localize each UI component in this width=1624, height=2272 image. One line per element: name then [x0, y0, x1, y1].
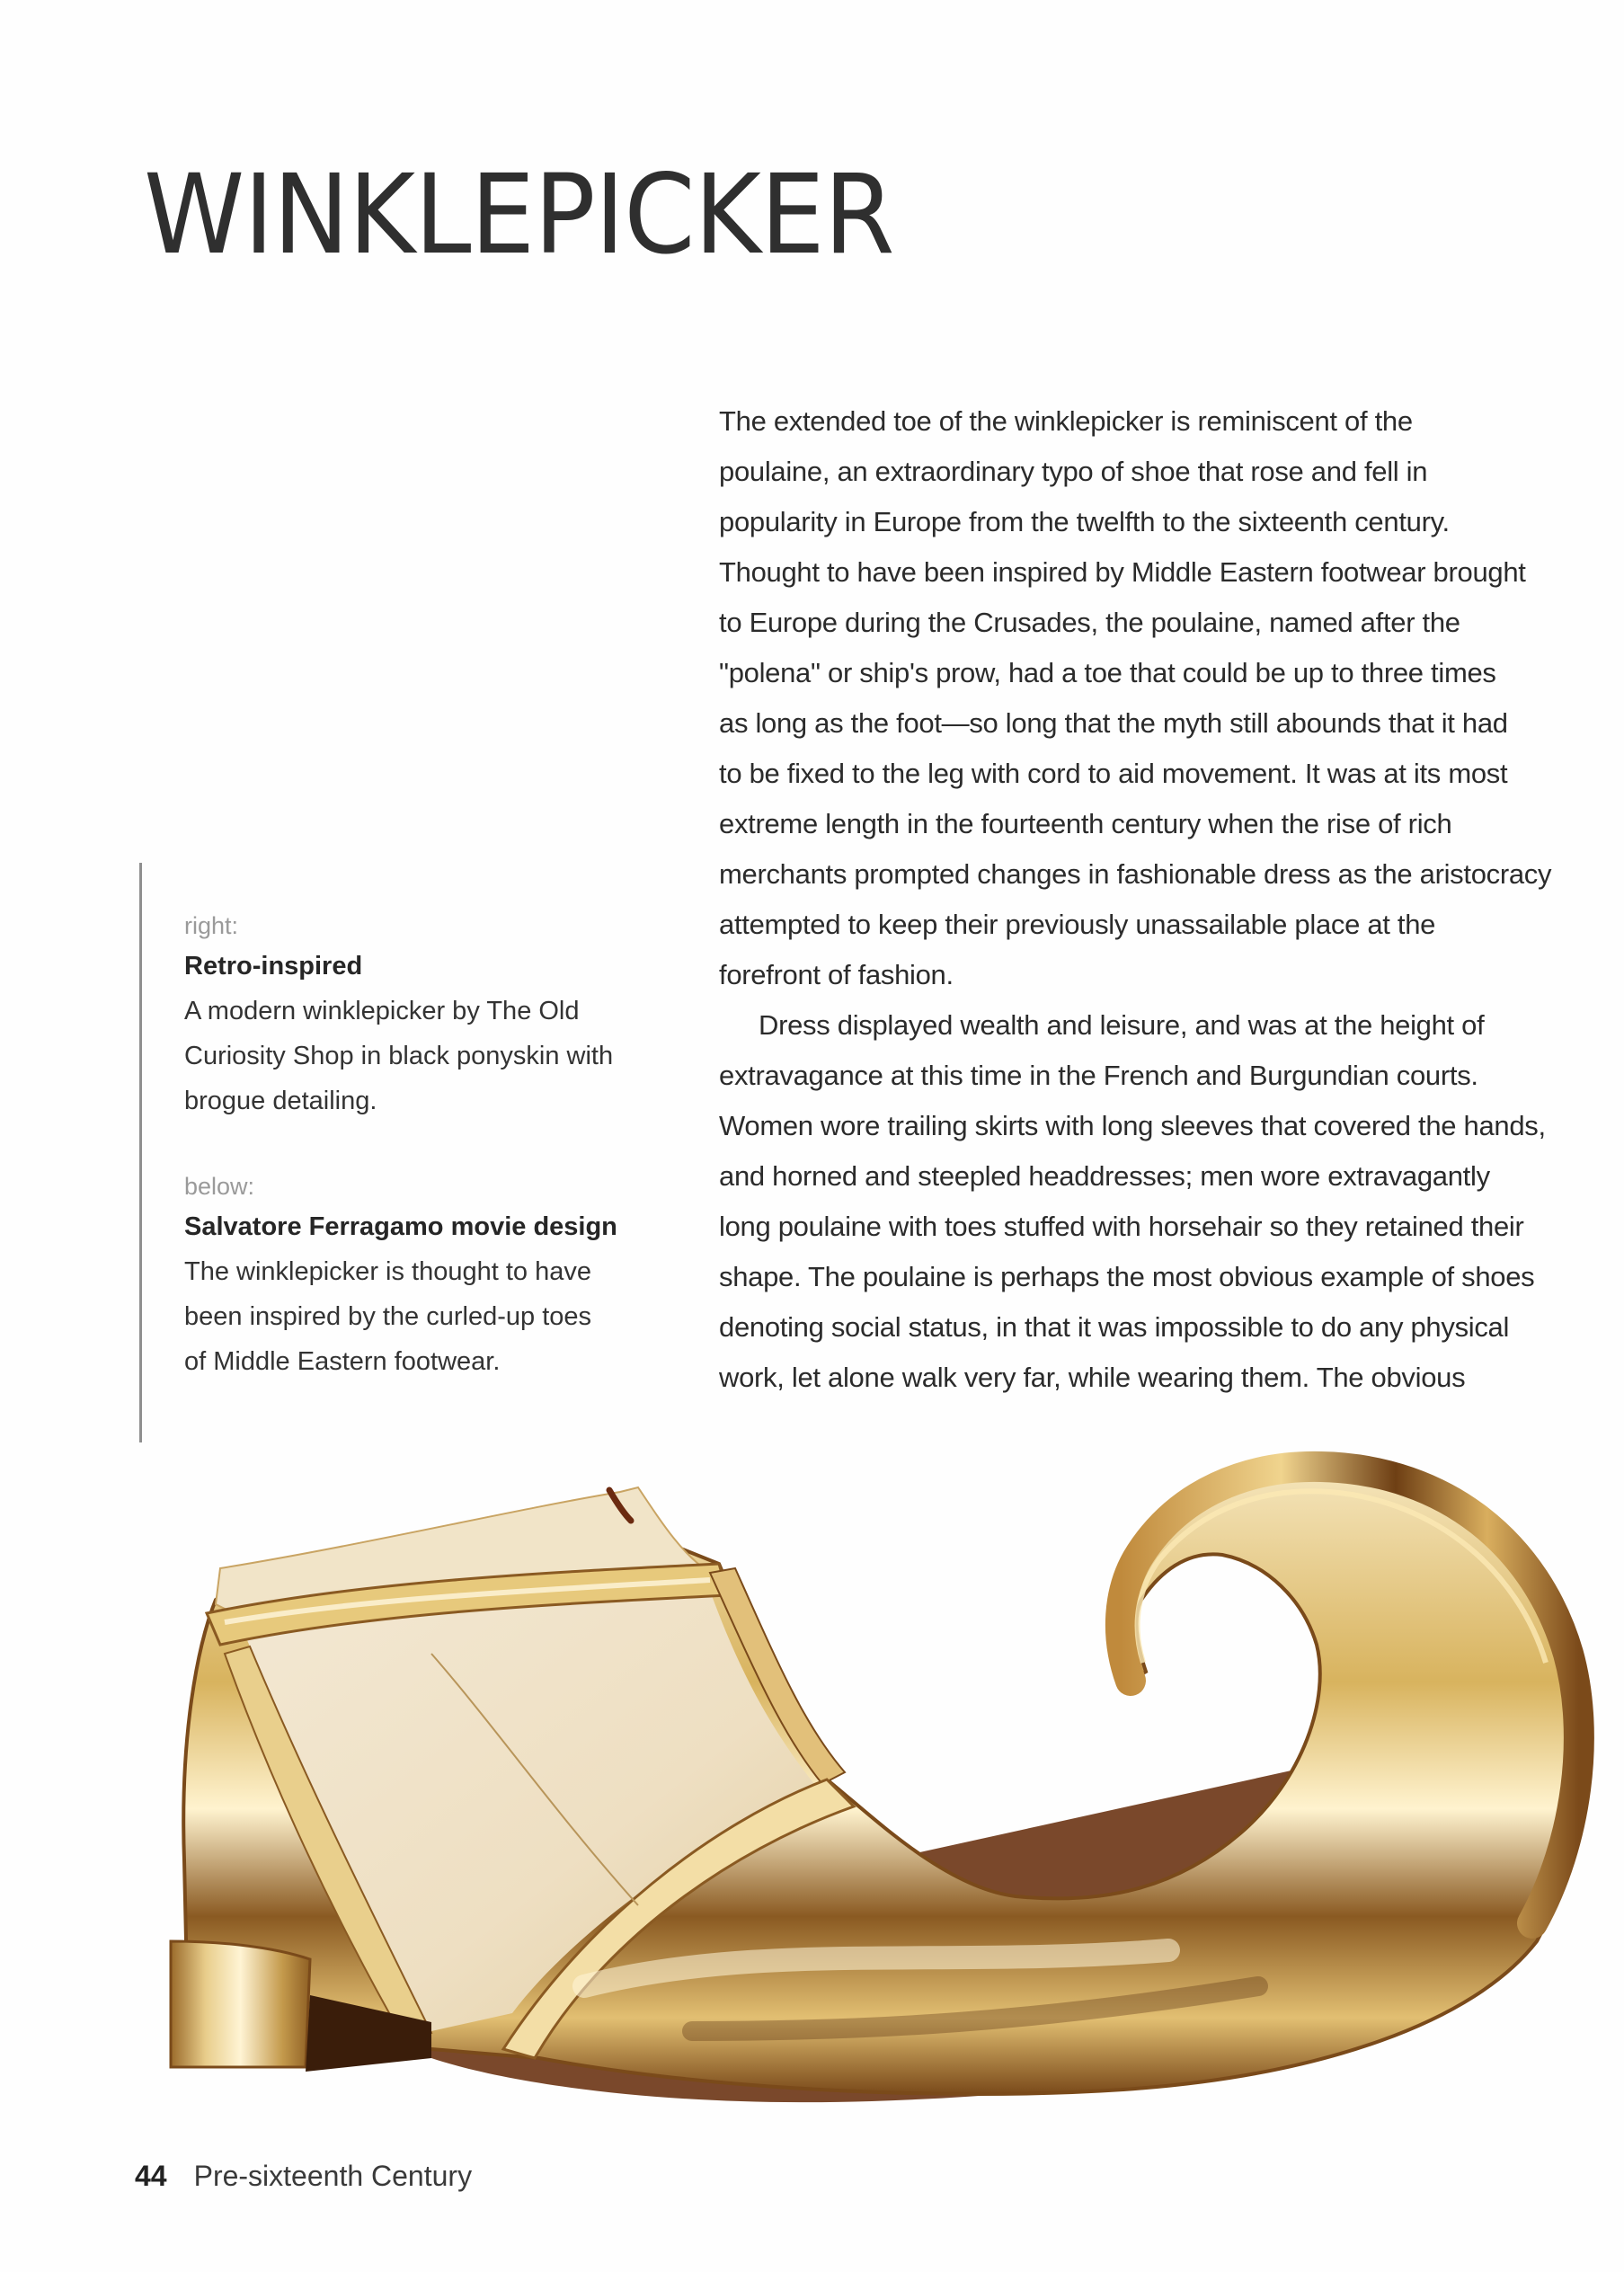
paragraph-2	[719, 1000, 1582, 1403]
text-line: to be fixed to the leg with cord to aid movement. It was at its most	[719, 758, 1508, 789]
caption-text-line: A modern winklepicker by The Old	[184, 997, 580, 1025]
caption-heading: Salvatore Ferragamo movie design	[184, 1212, 617, 1241]
text-line: poulaine, an extraordinary typo of shoe that rose and fell in	[719, 456, 1428, 487]
gold-winklepicker-shoe-image	[135, 1438, 1618, 2121]
text-line: shape. The poulaine is perhaps the most obvious example of shoes	[719, 1261, 1535, 1292]
caption-text-line: been inspired by the curled-up toes	[184, 1302, 592, 1331]
caption-divider-rule	[139, 863, 142, 1442]
text-line: forefront of fashion.	[719, 959, 954, 990]
caption-text-line: of Middle Eastern footwear.	[184, 1347, 501, 1376]
caption-label: right:	[184, 912, 239, 939]
text-line: Thought to have been inspired by Middle Eastern footwear brought	[719, 556, 1526, 588]
text-line: long poulaine with toes stuffed with horsehair so they retained their	[719, 1211, 1524, 1242]
page-footer	[135, 2160, 472, 2193]
text-line: merchants prompted changes in fashionable dress as the aristocracy	[719, 858, 1552, 890]
text-line: The extended toe of the winklepicker is reminiscent of the	[719, 405, 1413, 437]
text-line: to Europe during the Crusades, the poulaine, named after the	[719, 607, 1460, 638]
section-title: Pre-sixteenth Century	[193, 2160, 473, 2192]
text-line: as long as the foot—so long that the myth still abounds that it had	[719, 707, 1508, 739]
text-line: Dress displayed wealth and leisure, and was at the height of	[759, 1009, 1485, 1041]
caption-heading: Retro-inspired	[184, 952, 363, 981]
caption-label: below:	[184, 1173, 255, 1200]
text-line: extravagance at this time in the French and Burgundian courts.	[719, 1060, 1478, 1091]
caption-text-line: brogue detailing.	[184, 1087, 377, 1115]
page-title: WINKLEPICKER	[144, 151, 894, 279]
text-line: attempted to keep their previously unassailable place at the	[719, 909, 1436, 940]
text-line: work, let alone walk very far, while wearing them. The obvious	[719, 1362, 1466, 1393]
caption-text-line: The winklepicker is thought to have	[184, 1257, 591, 1286]
text-line: popularity in Europe from the twelfth to the sixteenth century.	[719, 506, 1450, 537]
page-number: 44	[135, 2160, 167, 2192]
captions-sidebar	[184, 908, 670, 1429]
body-text	[719, 396, 1582, 1403]
text-line: and horned and steepled headdresses; men wore extravagantly	[719, 1160, 1490, 1192]
text-line: extreme length in the fourteenth century when the rise of rich	[719, 808, 1452, 839]
paragraph-1	[719, 396, 1582, 1000]
caption-right	[184, 908, 670, 1123]
text-line: Women wore trailing skirts with long sleeves that covered the hands,	[719, 1110, 1546, 1141]
text-line: "polena" or ship's prow, had a toe that could be up to three times	[719, 657, 1496, 688]
text-line: denoting social status, in that it was impossible to do any physical	[719, 1311, 1510, 1343]
caption-text-line: Curiosity Shop in black ponyskin with	[184, 1042, 614, 1070]
caption-below	[184, 1168, 670, 1384]
